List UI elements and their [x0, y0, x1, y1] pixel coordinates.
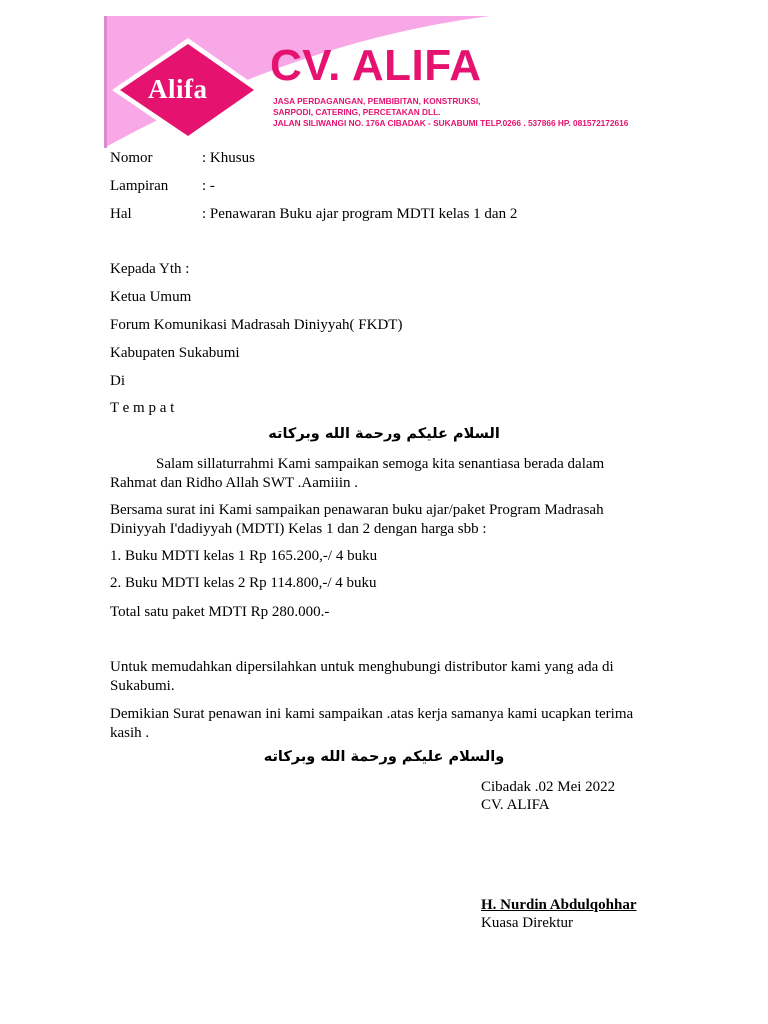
meta-value-lampiran: : -: [202, 178, 215, 194]
arabic-greeting: السلام عليكم ورحمة الله وبركاته: [268, 426, 500, 442]
company-desc-line: JASA PERDAGANGAN, PEMBIBITAN, KONSTRUKSI,: [273, 96, 481, 106]
recipient-salutation: Kepada Yth :: [110, 261, 190, 277]
price-total: Total satu paket MDTI Rp 280.000.-: [110, 604, 330, 620]
meta-label-nomor: Nomor: [110, 150, 153, 166]
letterhead: [0, 0, 768, 150]
meta-value-nomor: : Khusus: [202, 150, 255, 166]
contact-paragraph: Untuk memudahkan dipersilahkan untuk menghubungi distributor kami yang ada di Sukabumi.: [110, 659, 614, 694]
price-item: 2. Buku MDTI kelas 2 Rp 114.800,-/ 4 buku: [110, 575, 377, 591]
signer-title: Kuasa Direktur: [481, 915, 574, 931]
company-address-line: JALAN SILIWANGI NO. 176A CIBADAK - SUKABUMI TELP.0266 . 537866 HP. 081572172616: [273, 118, 629, 129]
opening-paragraph: Salam sillaturrahmi Kami sampaikan semoga kita senantiasa berada dalam Rahmat dan Ridho Allah SWT .Aamiiin .: [110, 456, 605, 491]
recipient-line: Di: [110, 373, 125, 389]
price-item: 1. Buku MDTI kelas 1 Rp 165.200,-/ 4 buku: [110, 548, 378, 564]
pink-banner-edge: [104, 16, 107, 148]
logo-text: Alifa: [148, 74, 208, 104]
signature-company: CV. ALIFA: [481, 797, 550, 813]
meta-label-lampiran: Lampiran: [110, 178, 169, 194]
recipient-line: Kabupaten Sukabumi: [110, 345, 240, 361]
arabic-closing: والسلام عليكم ورحمة الله وبركاته: [263, 749, 505, 765]
meta-label-hal: Hal: [110, 206, 132, 222]
company-description: [273, 96, 628, 130]
company-desc-line: SARPODI, CATERING, PERCETAKAN DLL.: [273, 107, 441, 118]
meta-value-hal: : Penawaran Buku ajar program MDTI kelas 1 dan 2: [202, 206, 518, 222]
recipient-line: Ketua Umum: [110, 289, 192, 305]
offer-intro-paragraph: Bersama surat ini Kami sampaikan penawaran buku ajar/paket Program Madrasah Diniyyah I'dadiyyah (MDTI) Kelas 1 dan 2 dengan harga sbb :: [110, 502, 604, 537]
recipient-line: T e m p a t: [110, 400, 175, 416]
company-name: CV. ALIFA: [270, 41, 482, 90]
signature-place-date: Cibadak .02 Mei 2022: [481, 779, 616, 795]
recipient-line: Forum Komunikasi Madrasah Diniyyah( FKDT): [110, 317, 403, 333]
closing-paragraph: Demikian Surat penawan ini kami sampaikan .atas kerja samanya kami ucapkan terima kasih .: [110, 706, 634, 741]
signer-name: H. Nurdin Abdulqohhar: [481, 897, 637, 913]
